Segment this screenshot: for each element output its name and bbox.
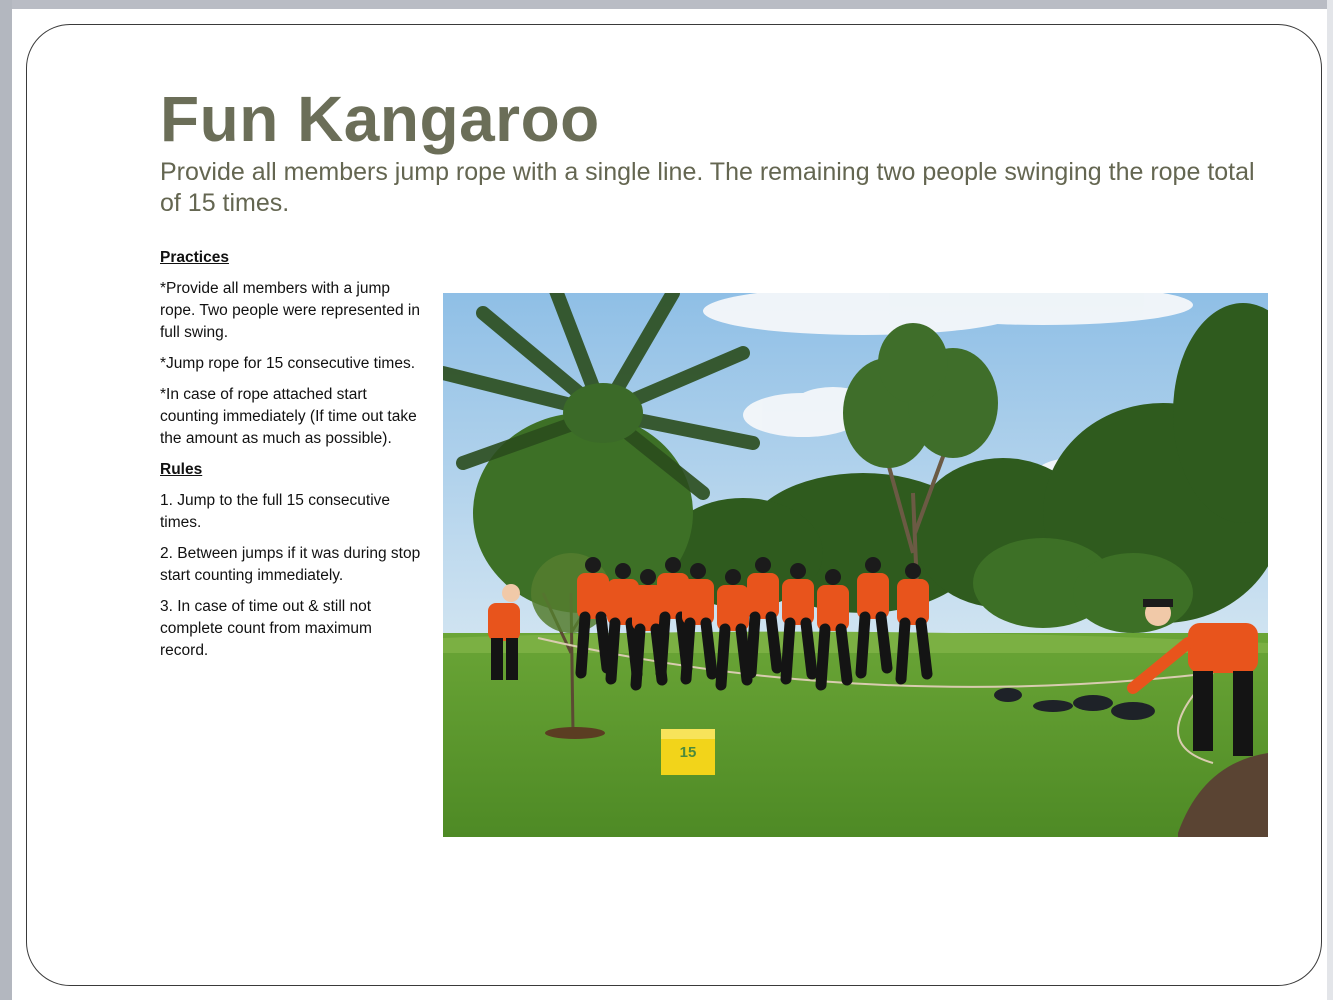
rules-heading: Rules: [160, 461, 203, 478]
jumper-head: [640, 569, 656, 585]
jumper-figure: [782, 579, 814, 625]
slide-title: Fun Kangaroo: [160, 83, 600, 155]
jumper-head: [690, 563, 706, 579]
window-left-bar: [0, 0, 12, 1000]
rule-item-2: 2. Between jumps if it was during stop start counting immediately.: [160, 545, 421, 584]
jumper-figure: [747, 573, 779, 619]
jumper-head: [865, 557, 881, 573]
jumper-figure: [857, 573, 889, 619]
practice-item-2: *Jump rope for 15 consecutive times.: [160, 355, 416, 372]
jumper-figure: [682, 579, 714, 625]
jumper-head: [790, 563, 806, 579]
jumper-head: [755, 557, 771, 573]
practices-heading: Practices: [160, 249, 229, 266]
rule-item-1: 1. Jump to the full 15 consecutive times.: [160, 492, 391, 531]
rule-item-3: 3. In case of time out & still not complete count from maximum record.: [160, 598, 372, 659]
jumper-head: [585, 557, 601, 573]
box-number: 15: [679, 744, 697, 761]
jumper-head: [665, 557, 681, 573]
jumper-head: [725, 569, 741, 585]
practice-item-1: *Provide all members with a jump rope. Two people were represented in full swing.: [160, 280, 420, 341]
jumper-head: [825, 569, 841, 585]
window-right-edge: [1327, 0, 1333, 1000]
slide-subtitle: Provide all members jump rope with a single line. The remaining two people swinging the rope total of 15 times.: [160, 158, 1255, 217]
jumper-head: [615, 563, 631, 579]
practice-item-3: *In case of rope attached start counting immediately (If time out take the amount as much as possible).: [160, 386, 417, 447]
jumper-head: [905, 563, 921, 579]
jumper-figure: [817, 585, 849, 631]
instructions-panel: [160, 247, 422, 671]
jumper-figure: [897, 579, 929, 625]
window-top-bar: [0, 0, 1333, 9]
jumper-figure: [577, 573, 609, 619]
jumper-figure: [717, 585, 749, 631]
team-jump-rope-photo: [443, 293, 1268, 837]
